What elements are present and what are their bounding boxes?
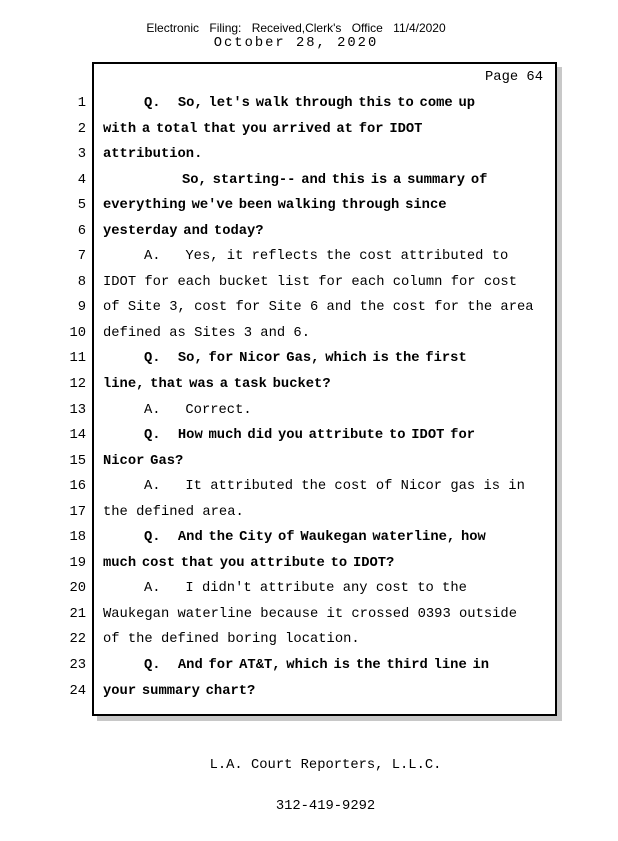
transcript-body <box>103 91 555 704</box>
transcript-line-number: 9 <box>77 300 86 316</box>
transcript-line: Waukegan waterline because it crossed 0393 outside <box>103 606 517 622</box>
transcript-line: Q. How much did you attribute to IDOT for <box>144 428 476 444</box>
transcript-line-number: 21 <box>69 606 86 622</box>
transcript-line-number: 20 <box>69 581 86 597</box>
transcript-line: yesterday and today? <box>103 223 264 239</box>
transcript-line-number: 3 <box>77 147 86 163</box>
transcript-line-number: 14 <box>69 428 86 444</box>
transcript-line: everything we've been walking through since <box>103 198 447 214</box>
transcript-line: attribution. <box>103 147 203 163</box>
transcript-line-number: 17 <box>69 504 86 520</box>
transcript-line: Q. And for AT&T, which is the third line in <box>144 658 490 674</box>
transcript-line-number: 24 <box>69 683 86 699</box>
transcript-line: Q. And the City of Waukegan waterline, how <box>144 530 486 546</box>
transcript-line: A. Correct. <box>144 402 252 418</box>
transcript-line: A. I didn't attribute any cost to the <box>144 581 467 597</box>
reporter-phone-number: 312-419-9292 <box>275 798 376 814</box>
reporter-company-name: L.A. Court Reporters, L.L.C. <box>209 758 442 773</box>
transcript-line: line, that was a task bucket? <box>103 377 331 393</box>
transcript-line: your summary chart? <box>103 683 256 699</box>
transcript-line-number: 6 <box>77 223 86 239</box>
transcript-line: much cost that you attribute to IDOT? <box>103 555 395 571</box>
transcript-line-number: 22 <box>69 632 86 648</box>
transcript-line: A. It attributed the cost of Nicor gas is in <box>144 479 525 495</box>
transcript-line-number: 18 <box>69 530 86 546</box>
transcript-line: Q. So, let's walk through this to come up <box>144 96 476 111</box>
transcript-line: So, starting-- and this is a summary of <box>182 172 488 188</box>
reporter-footer <box>92 732 559 840</box>
transcript-line: IDOT for each bucket list for each column for cost <box>103 274 517 290</box>
transcript-line-number: 12 <box>69 377 86 393</box>
transcript-line-number: 8 <box>77 274 86 290</box>
transcript-line-number: 10 <box>69 325 86 341</box>
transcript-line-number: 16 <box>69 479 86 495</box>
transcript-line: Nicor Gas? <box>103 453 184 469</box>
transcript-line-number: 2 <box>77 121 86 137</box>
transcript-line-number: 5 <box>77 198 86 214</box>
transcript-line-number: 19 <box>69 555 86 571</box>
transcript-line: of Site 3, cost for Site 6 and the cost for the area <box>103 300 534 316</box>
transcript-line: A. Yes, it reflects the cost attributed to <box>144 249 509 265</box>
page-number-label: Page 64 <box>485 70 543 85</box>
transcript-line-number: 15 <box>69 453 86 469</box>
transcript-line: with a total that you arrived at for IDOT <box>103 121 423 137</box>
transcript-line-number: 4 <box>77 172 86 188</box>
transcript-line-number: 23 <box>69 658 86 674</box>
line-number-column <box>50 91 86 704</box>
transcript-line-number: 1 <box>77 96 86 111</box>
deposition-date-header: October 28, 2020 <box>213 36 379 51</box>
transcript-line: the defined area. <box>103 504 244 520</box>
transcript-line: of the defined boring location. <box>103 632 360 648</box>
transcript-line-number: 13 <box>69 402 86 418</box>
transcript-line-number: 11 <box>69 351 86 367</box>
transcript-line-number: 7 <box>77 249 86 265</box>
transcript-line: Q. So, for Nicor Gas, which is the first <box>144 351 467 367</box>
efiling-header-line: Electronic Filing: Received,Clerk's Office 11/4/2020 <box>146 21 446 35</box>
transcript-line: defined as Sites 3 and 6. <box>103 325 310 341</box>
